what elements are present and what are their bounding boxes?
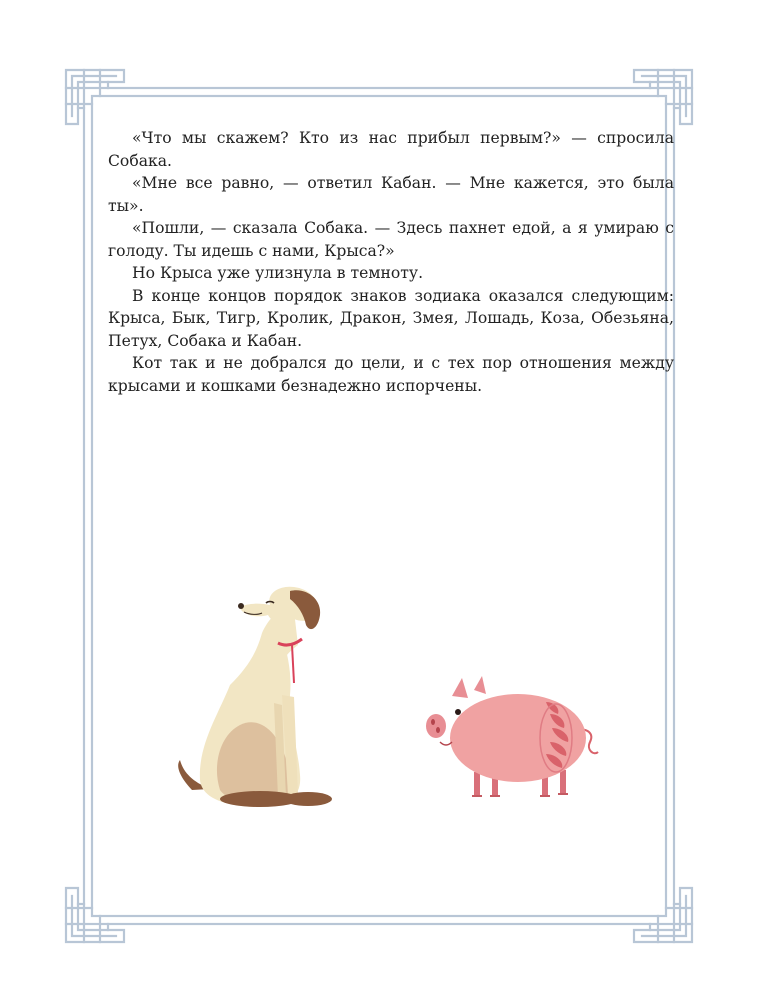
- paragraph: «Что мы скажем? Кто из нас прибыл первым?» — спросила Собака.: [108, 129, 674, 170]
- paragraph: Кот так и не добрался до цели, и с тех пор отношения между крысами и кошками безнадежно испорчены.: [108, 354, 674, 395]
- story-text: [108, 127, 674, 397]
- paragraph: «Пошли, — сказала Собака. — Здесь пахнет едой, а я умираю с голоду. Ты идешь с нами, Крыса?»: [108, 219, 674, 260]
- paragraph: «Мне все равно, — ответил Кабан. — Мне кажется, это была ты».: [108, 174, 674, 215]
- paragraph: Но Крыса уже улизнула в темноту.: [132, 264, 424, 282]
- paragraph: В конце концов порядок знаков зодиака оказался следующим: Крыса, Бык, Тигр, Кролик, Дракон, Змея, Лошадь, Коза, Обезьяна, Петух, Собака и Кабан.: [108, 286, 674, 350]
- dog-illustration: [170, 585, 340, 815]
- pig-illustration: [422, 672, 602, 804]
